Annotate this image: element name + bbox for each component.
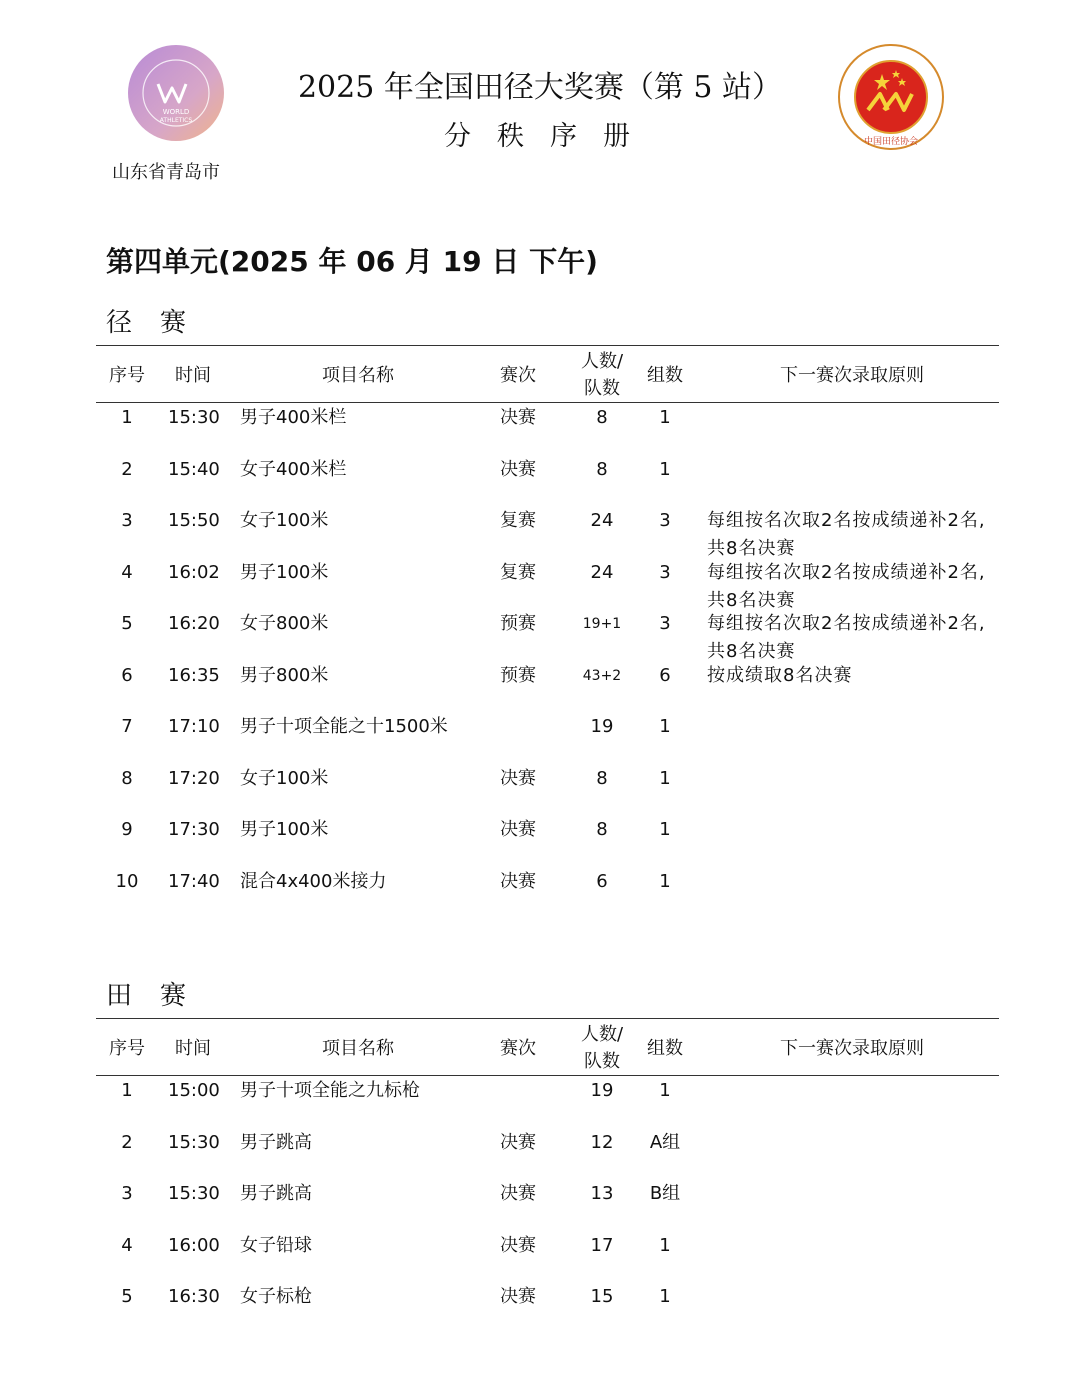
- row-no: 6: [121, 664, 133, 686]
- row-groups: 1: [659, 767, 671, 789]
- row-event: 男子100米: [240, 561, 329, 583]
- row-rule: 每组按名次取2名按成绩递补2名,共8名决赛: [707, 613, 986, 662]
- row-event: 男子十项全能之九标枪: [240, 1080, 420, 1101]
- col-round: 赛次: [500, 365, 536, 386]
- row-time: 16:20: [168, 613, 220, 634]
- row-round: 决赛: [500, 819, 536, 840]
- table-row: [0, 456, 1080, 508]
- chinese-athletics-association-logo: [838, 44, 944, 150]
- field-header-bottom-rule: [96, 1075, 999, 1076]
- row-time: 17:10: [168, 716, 220, 737]
- row-time: 16:30: [168, 1286, 220, 1307]
- row-groups: 1: [659, 716, 671, 737]
- row-count: 24: [590, 561, 614, 583]
- row-count: 19: [590, 1080, 614, 1101]
- row-event: 男子跳高: [240, 1183, 312, 1204]
- row-event: 女子100米: [240, 767, 329, 789]
- table-row: [0, 559, 1080, 611]
- track-section-title: 径赛: [106, 308, 215, 338]
- row-groups: 1: [659, 458, 671, 480]
- row-event: 女子800米: [240, 613, 329, 634]
- row-count: 8: [596, 767, 608, 789]
- col-no: 序号: [109, 1038, 145, 1059]
- row-time: 17:40: [168, 870, 220, 892]
- row-event: 混合4x400米接力: [240, 870, 387, 892]
- row-round: 决赛: [500, 407, 536, 428]
- row-event: 男子十项全能之十1500米: [240, 716, 448, 737]
- row-time: 16:35: [168, 664, 220, 686]
- field-header-top-rule: [96, 1018, 999, 1019]
- col-no: 序号: [109, 365, 145, 386]
- row-no: 1: [121, 1080, 133, 1101]
- field-table-header: [0, 1024, 1080, 1075]
- row-round: 复赛: [500, 561, 536, 583]
- row-no: 5: [121, 613, 133, 634]
- row-event: 男子400米栏: [240, 407, 347, 428]
- row-count: 12: [590, 1131, 614, 1153]
- row-round: 决赛: [500, 458, 536, 480]
- row-count: 8: [596, 819, 608, 840]
- row-no: 8: [121, 767, 133, 789]
- row-no: 2: [121, 1131, 133, 1153]
- row-time: 17:20: [168, 767, 220, 789]
- row-event: 女子铅球: [240, 1234, 312, 1256]
- row-round: 决赛: [500, 1234, 536, 1256]
- col-count-line2: 队数: [584, 1051, 620, 1072]
- col-groups: 组数: [647, 1038, 683, 1059]
- row-round: 预赛: [500, 664, 536, 686]
- row-event: 男子800米: [240, 664, 329, 686]
- row-groups: 3: [659, 561, 671, 583]
- row-time: 15:30: [168, 407, 220, 428]
- row-no: 5: [121, 1286, 133, 1307]
- col-event: 项目名称: [322, 365, 394, 386]
- col-groups: 组数: [647, 365, 683, 386]
- row-groups: A组: [649, 1131, 681, 1153]
- row-no: 10: [115, 870, 139, 892]
- table-row: [0, 1129, 1080, 1181]
- row-rule: 每组按名次取2名按成绩递补2名,共8名决赛: [707, 510, 986, 559]
- row-time: 16:02: [168, 561, 220, 583]
- row-groups: 1: [659, 1080, 671, 1101]
- table-row: [0, 765, 1080, 817]
- row-event: 男子100米: [240, 819, 329, 840]
- row-no: 3: [121, 1183, 133, 1204]
- table-row: [0, 713, 1080, 765]
- col-count-line1: 人数/: [580, 351, 624, 372]
- row-count: 15: [590, 1286, 614, 1307]
- city-label: 山东省青岛市: [112, 162, 220, 183]
- page-title: 2025 年全国田径大奖赛（第 5 站）: [297, 70, 783, 105]
- row-time: 15:40: [168, 458, 220, 480]
- table-row: [0, 1077, 1080, 1129]
- row-no: 2: [121, 458, 133, 480]
- row-count: 8: [596, 407, 608, 428]
- row-groups: 3: [659, 613, 671, 634]
- track-table-header: [0, 351, 1080, 402]
- row-count: 24: [590, 510, 614, 531]
- col-count-line1: 人数/: [580, 1024, 624, 1045]
- svg-text:ATHLETICS: ATHLETICS: [159, 117, 193, 124]
- row-time: 15:30: [168, 1183, 220, 1204]
- row-rule: 每组按名次取2名按成绩递补2名,共8名决赛: [707, 561, 986, 611]
- row-time: 15:00: [168, 1080, 220, 1101]
- col-time: 时间: [175, 1038, 211, 1059]
- row-time: 15:50: [168, 510, 220, 531]
- row-round: 决赛: [500, 1183, 536, 1204]
- row-no: 4: [121, 1234, 133, 1256]
- row-event: 女子标枪: [240, 1286, 312, 1307]
- row-event: 女子100米: [240, 510, 329, 531]
- col-rule: 下一赛次录取原则: [780, 365, 924, 386]
- row-round: 决赛: [500, 767, 536, 789]
- svg-text:WORLD: WORLD: [162, 108, 190, 116]
- row-time: 16:00: [168, 1234, 220, 1256]
- row-time: 17:30: [168, 819, 220, 840]
- row-event: 女子400米栏: [240, 458, 347, 480]
- row-count: 13: [590, 1183, 614, 1204]
- col-rule: 下一赛次录取原则: [780, 1038, 924, 1059]
- field-section-title: 田赛: [106, 981, 215, 1011]
- svg-text:中国田径协会: 中国田径协会: [863, 137, 919, 147]
- row-count: 17: [590, 1234, 614, 1256]
- row-no: 3: [121, 510, 133, 531]
- col-time: 时间: [175, 365, 211, 386]
- table-row: [0, 610, 1080, 662]
- session-title: 第四单元(2025 年 06 月 19 日 下午): [106, 245, 598, 278]
- row-groups: B组: [649, 1183, 681, 1204]
- row-round: 复赛: [500, 510, 536, 531]
- row-count: 19: [590, 716, 614, 737]
- row-no: 1: [121, 407, 133, 428]
- row-time: 15:30: [168, 1131, 220, 1153]
- row-groups: 6: [659, 664, 671, 686]
- col-count-line2: 队数: [584, 378, 620, 399]
- row-count: 19+1: [582, 616, 622, 632]
- row-groups: 3: [659, 510, 671, 531]
- table-row: [0, 404, 1080, 456]
- row-rule: 按成绩取8名决赛: [707, 664, 853, 686]
- row-no: 4: [121, 561, 133, 583]
- col-round: 赛次: [500, 1038, 536, 1059]
- row-round: 决赛: [500, 1131, 536, 1153]
- row-groups: 1: [659, 1286, 671, 1307]
- row-round: 决赛: [500, 870, 536, 892]
- page-subtitle: 分秩序册: [444, 121, 656, 152]
- row-event: 男子跳高: [240, 1131, 312, 1153]
- row-groups: 1: [659, 870, 671, 892]
- row-no: 7: [121, 716, 133, 737]
- row-count: 43+2: [582, 667, 622, 684]
- table-row: [0, 868, 1080, 920]
- row-count: 8: [596, 458, 608, 480]
- row-no: 9: [121, 819, 133, 840]
- table-row: [0, 816, 1080, 868]
- col-event: 项目名称: [322, 1038, 394, 1059]
- row-groups: 1: [659, 819, 671, 840]
- row-round: 预赛: [500, 613, 536, 634]
- row-round: 决赛: [500, 1286, 536, 1307]
- row-groups: 1: [659, 407, 671, 428]
- row-count: 6: [596, 870, 608, 892]
- table-row: [0, 1232, 1080, 1284]
- table-row: [0, 662, 1080, 714]
- table-row: [0, 1180, 1080, 1232]
- table-row: [0, 507, 1080, 559]
- track-header-bottom-rule: [96, 402, 999, 403]
- track-header-top-rule: [96, 345, 999, 346]
- row-groups: 1: [659, 1234, 671, 1256]
- table-row: [0, 1283, 1080, 1335]
